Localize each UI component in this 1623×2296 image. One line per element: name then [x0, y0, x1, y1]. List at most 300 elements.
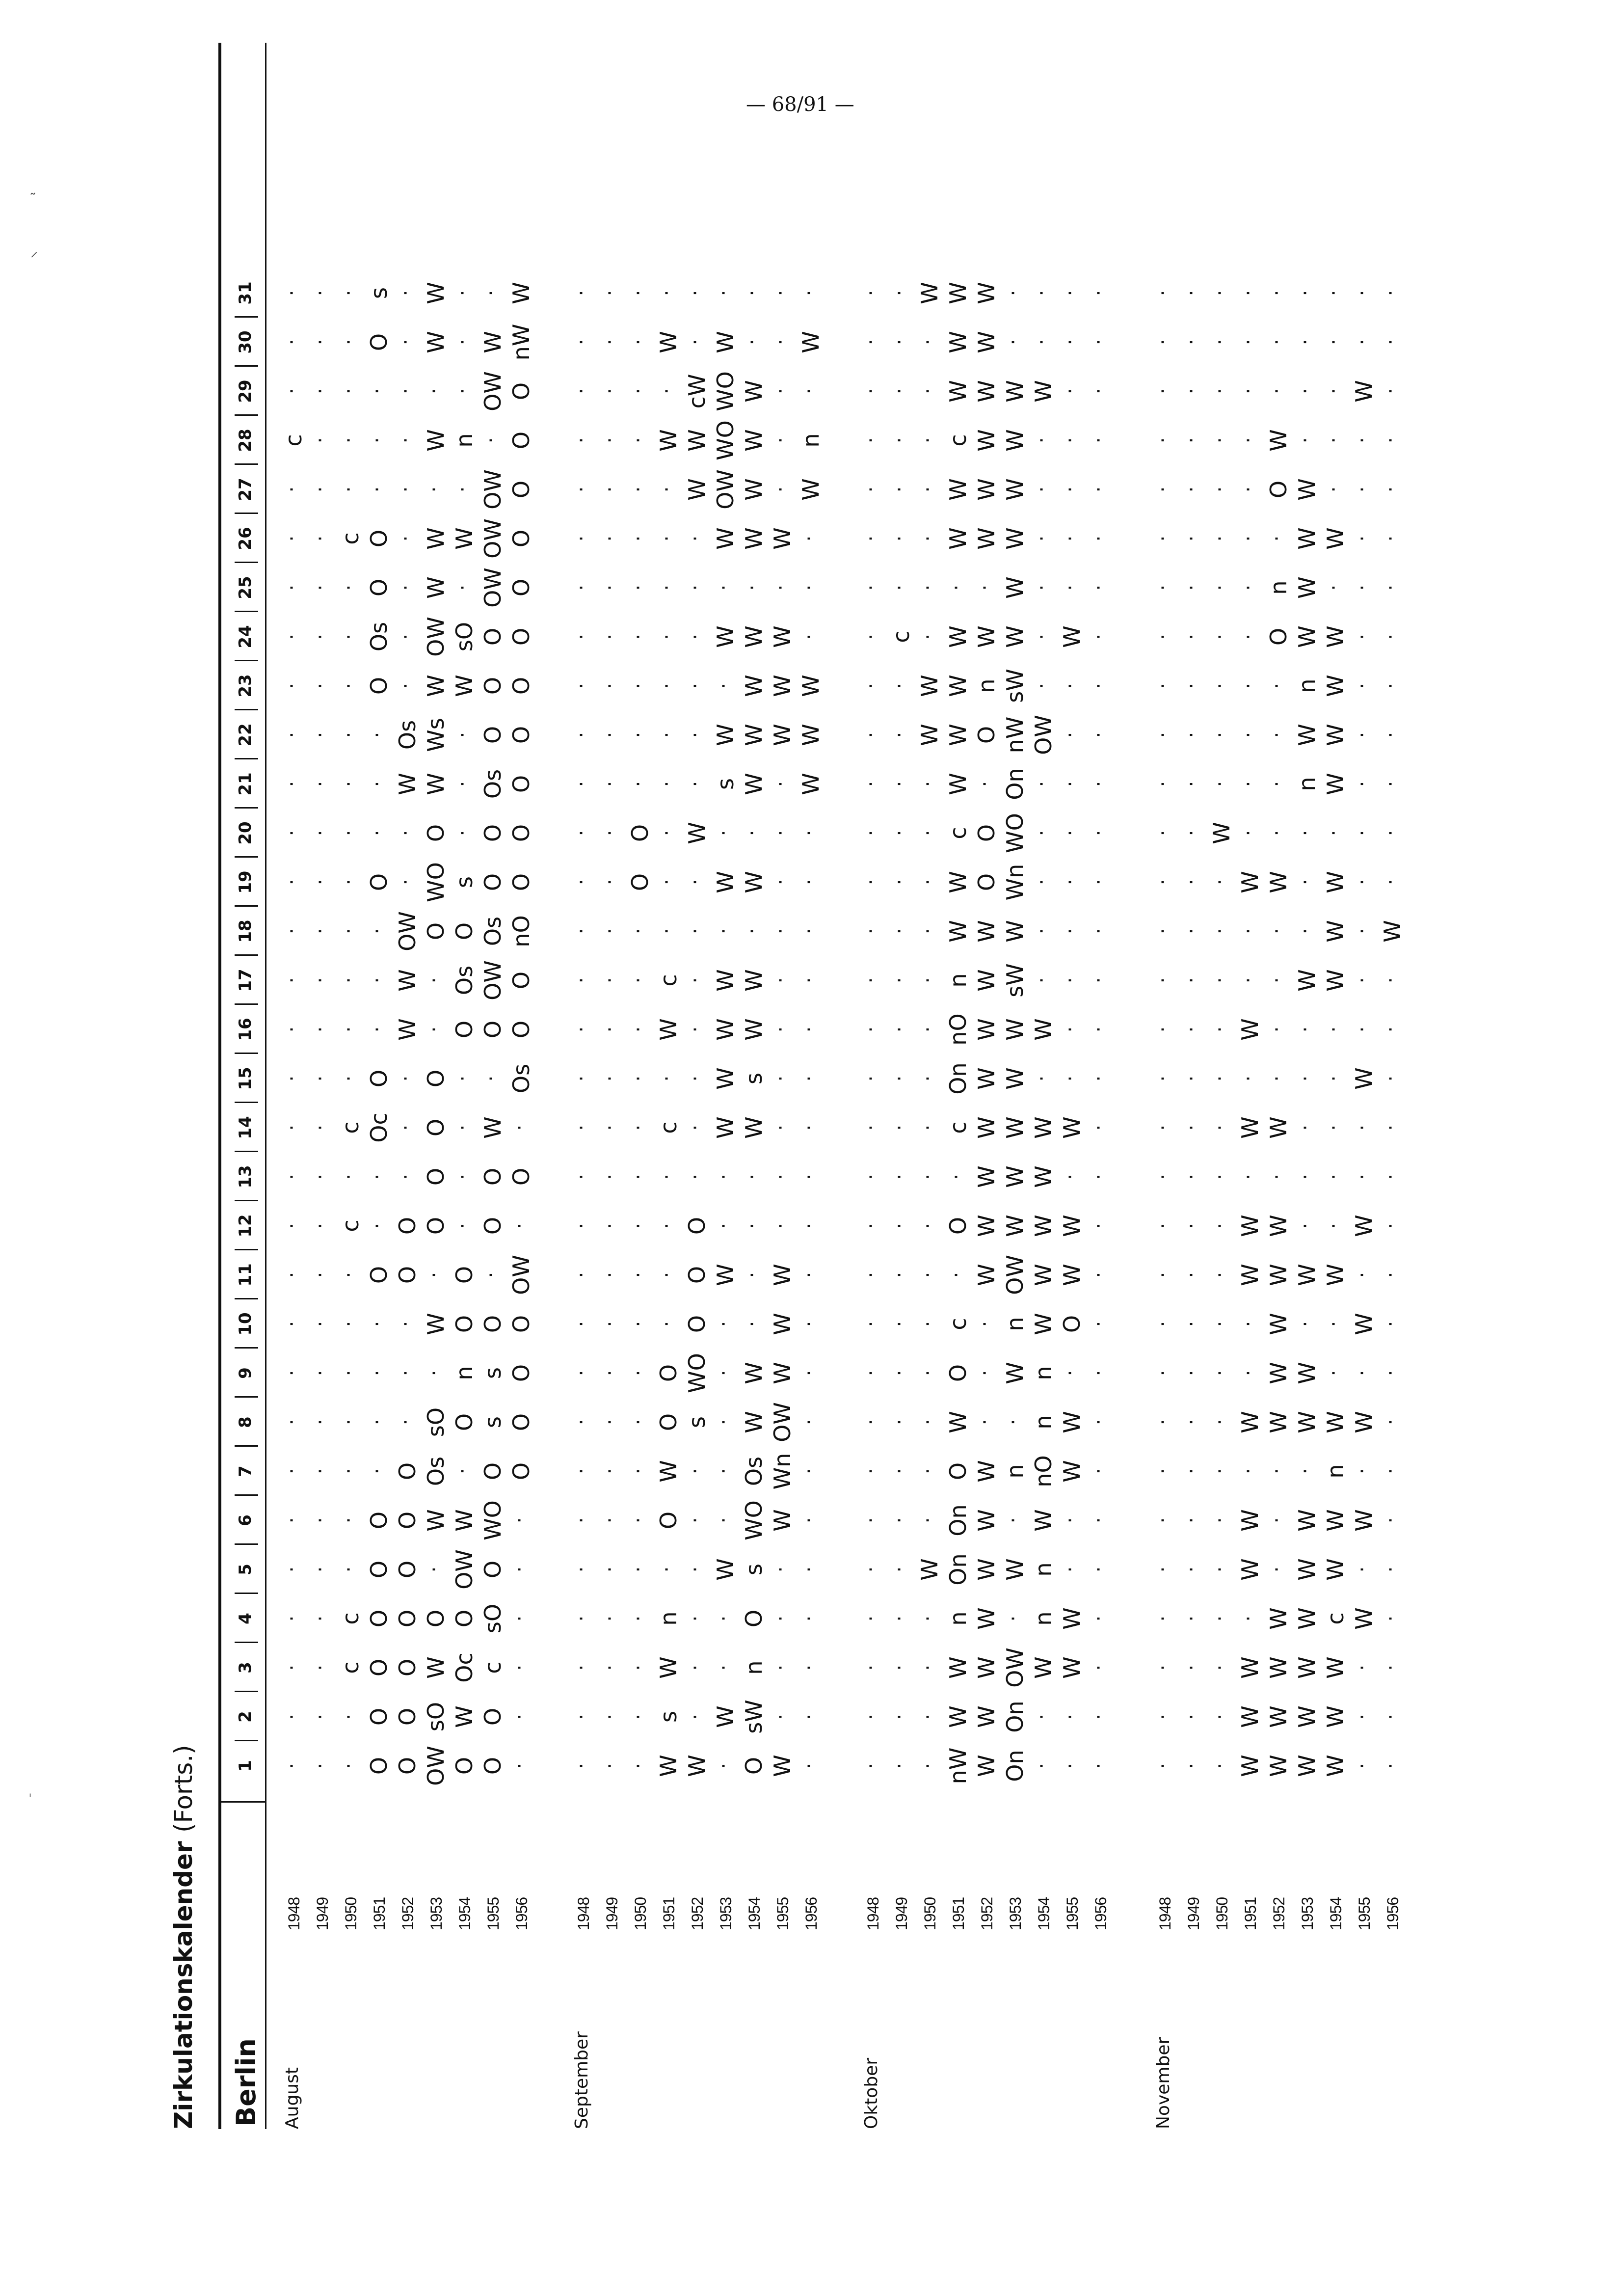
calendar-cell: ·	[599, 1468, 621, 1475]
calendar-cell: ·	[309, 682, 332, 689]
calendar-cell: ·	[366, 1321, 389, 1327]
calendar-cell: W	[712, 1705, 739, 1728]
calendar-cell: ·	[1351, 535, 1374, 542]
calendar-cell: Os	[741, 1456, 767, 1486]
calendar-cell: ·	[860, 1222, 882, 1229]
calendar-cell: ·	[770, 1075, 792, 1082]
calendar-cell: W	[1265, 1264, 1292, 1286]
calendar-cell: ·	[917, 1075, 939, 1082]
calendar-cell: ·	[656, 1222, 678, 1229]
calendar-cell: ·	[888, 1173, 911, 1180]
calendar-cell: ·	[1180, 1468, 1203, 1475]
calendar-cell: W	[741, 773, 767, 795]
calendar-cell: ·	[1180, 437, 1203, 444]
calendar-cell: ·	[281, 682, 303, 689]
calendar-cell: n	[1030, 1562, 1057, 1577]
calendar-cell: ·	[1152, 290, 1174, 297]
calendar-cell: W	[741, 675, 767, 697]
calendar-cell: ·	[917, 1271, 939, 1278]
calendar-cell: W	[973, 1116, 1000, 1139]
calendar-cell: ·	[1059, 682, 1082, 689]
calendar-cell: ·	[1351, 1713, 1374, 1720]
calendar-cell: ·	[1088, 1713, 1110, 1720]
calendar-cell: ·	[1209, 1468, 1231, 1475]
calendar-cell: O	[508, 1020, 534, 1039]
calendar-cell: O	[423, 1216, 449, 1235]
calendar-cell: ·	[656, 584, 678, 591]
calendar-cell: ·	[1209, 781, 1231, 787]
calendar-cell: W	[423, 1313, 449, 1335]
calendar-cell: ·	[1088, 879, 1110, 886]
calendar-cell: ·	[366, 1419, 389, 1426]
calendar-cell: ·	[1237, 1468, 1260, 1475]
calendar-cell: O	[366, 1658, 392, 1677]
calendar-cell: ·	[599, 1173, 621, 1180]
calendar-cell: O	[973, 824, 1000, 842]
calendar-cell: ·	[627, 388, 650, 395]
year-label: 1950	[632, 1897, 649, 1930]
calendar-cell: ·	[1088, 290, 1110, 297]
calendar-cell: W	[1265, 1755, 1292, 1777]
calendar-cell: ·	[1152, 1419, 1174, 1426]
calendar-cell: ·	[1209, 1075, 1231, 1082]
calendar-cell: O	[451, 1315, 478, 1333]
day-divider	[235, 1053, 258, 1054]
calendar-cell: ·	[423, 486, 446, 493]
calendar-cell: ·	[1031, 290, 1053, 297]
calendar-cell: ·	[1152, 1173, 1174, 1180]
calendar-cell: ·	[1294, 830, 1317, 837]
month-label: August	[282, 2067, 302, 2129]
calendar-cell: W	[1322, 1558, 1349, 1581]
calendar-cell: ·	[627, 535, 650, 542]
calendar-cell: ·	[798, 388, 821, 395]
calendar-cell: ·	[917, 437, 939, 444]
calendar-cell: ·	[599, 879, 621, 886]
calendar-cell: ·	[713, 1664, 735, 1671]
calendar-cell: W	[741, 969, 767, 992]
calendar-cell: W	[1322, 527, 1349, 550]
stub-divider	[220, 1801, 265, 1803]
calendar-cell: W	[769, 1264, 796, 1286]
calendar-cell: ·	[1059, 1517, 1082, 1524]
calendar-cell: ·	[1351, 1271, 1374, 1278]
calendar-cell: ·	[366, 830, 389, 837]
calendar-cell: W	[945, 478, 971, 501]
calendar-cell: W	[1351, 1067, 1377, 1090]
calendar-cell: ·	[888, 781, 911, 787]
calendar-cell: ·	[1380, 535, 1402, 542]
calendar-cell: ·	[1031, 633, 1053, 640]
calendar-cell: ·	[338, 879, 360, 886]
calendar-cell: W	[1322, 675, 1349, 697]
calendar-cell: ·	[627, 1124, 650, 1131]
calendar-cell: c	[337, 532, 364, 545]
day-header: 16	[236, 1018, 255, 1041]
calendar-cell: ·	[570, 1321, 593, 1327]
month-label: Oktober	[861, 2057, 881, 2129]
calendar-cell: W	[1237, 1264, 1263, 1286]
calendar-cell: O	[945, 1216, 971, 1235]
calendar-cell: W	[1322, 1755, 1349, 1777]
calendar-cell: W	[945, 1705, 971, 1728]
calendar-cell: ·	[1180, 1713, 1203, 1720]
calendar-cell: ·	[1180, 290, 1203, 297]
calendar-cell: ·	[860, 339, 882, 346]
calendar-cell: ·	[1152, 388, 1174, 395]
calendar-cell: On	[945, 1062, 971, 1095]
calendar-cell: ·	[684, 682, 707, 689]
calendar-cell: ·	[281, 486, 303, 493]
calendar-cell: W	[1059, 1460, 1085, 1483]
calendar-cell: ·	[1209, 977, 1231, 984]
calendar-cell: ·	[281, 1370, 303, 1377]
calendar-cell: ·	[570, 486, 593, 493]
calendar-cell: ·	[1266, 388, 1288, 395]
calendar-cell: O	[508, 1167, 534, 1186]
calendar-cell: ·	[1152, 1026, 1174, 1033]
calendar-cell: ·	[1266, 1173, 1288, 1180]
calendar-cell: OW	[423, 1746, 449, 1786]
calendar-cell: cW	[684, 374, 710, 409]
calendar-cell: W	[973, 1705, 1000, 1728]
calendar-cell: ·	[1031, 1762, 1053, 1769]
calendar-cell: ·	[713, 1615, 735, 1622]
calendar-cell: W	[712, 1018, 739, 1041]
calendar-cell: ·	[1351, 1468, 1374, 1475]
calendar-cell: O	[394, 1266, 421, 1284]
calendar-cell: ·	[281, 339, 303, 346]
calendar-cell: ·	[974, 1321, 996, 1327]
calendar-cell: W	[712, 527, 739, 550]
day-divider	[235, 414, 258, 416]
calendar-cell: O	[479, 824, 506, 842]
calendar-cell: ·	[656, 928, 678, 935]
calendar-cell: ·	[395, 1173, 417, 1180]
calendar-cell: O	[508, 1315, 534, 1333]
calendar-cell: ·	[480, 1271, 503, 1278]
calendar-cell: Os	[479, 916, 506, 946]
calendar-cell: ·	[366, 928, 389, 935]
day-header: 7	[236, 1465, 255, 1477]
calendar-cell: O	[366, 1560, 392, 1579]
calendar-cell: O	[627, 824, 653, 842]
calendar-cell: ·	[1209, 584, 1231, 591]
day-divider	[235, 1298, 258, 1299]
calendar-cell: ·	[508, 1713, 531, 1720]
calendar-cell: ·	[1059, 1713, 1082, 1720]
calendar-cell: s	[741, 1073, 767, 1084]
day-header: 2	[236, 1711, 255, 1723]
calendar-cell: ·	[741, 830, 764, 837]
calendar-cell: n	[1002, 1464, 1028, 1479]
calendar-cell: ·	[1209, 1173, 1231, 1180]
year-label: 1956	[513, 1897, 531, 1930]
calendar-cell: ·	[1180, 535, 1203, 542]
calendar-cell: ·	[1209, 1419, 1231, 1426]
calendar-cell: ·	[508, 1566, 531, 1573]
calendar-cell: ·	[423, 1370, 446, 1377]
calendar-cell: W	[973, 1607, 1000, 1630]
calendar-cell: ·	[798, 1615, 821, 1622]
calendar-cell: ·	[860, 1271, 882, 1278]
calendar-cell: ·	[1209, 928, 1231, 935]
calendar-cell: ·	[1323, 486, 1345, 493]
calendar-cell: ·	[366, 437, 389, 444]
calendar-cell: ·	[888, 339, 911, 346]
calendar-cell: W	[1322, 1264, 1349, 1286]
day-header: 28	[236, 429, 255, 452]
calendar-cell: W	[1237, 1509, 1263, 1532]
calendar-cell: ·	[888, 1419, 911, 1426]
calendar-cell: ·	[1152, 1321, 1174, 1327]
calendar-cell: ·	[1088, 1468, 1110, 1475]
calendar-cell: ·	[1031, 339, 1053, 346]
calendar-cell: ·	[684, 1075, 707, 1082]
calendar-cell: ·	[1152, 1271, 1174, 1278]
calendar-cell: W	[423, 773, 449, 795]
calendar-cell: W	[916, 1558, 943, 1581]
calendar-cell: O	[655, 1413, 682, 1432]
calendar-cell: W	[1294, 527, 1320, 550]
calendar-cell: WO	[423, 862, 449, 902]
calendar-cell: ·	[770, 1173, 792, 1180]
calendar-cell: ·	[599, 1222, 621, 1229]
calendar-cell: ·	[684, 1615, 707, 1622]
calendar-cell: ·	[281, 1566, 303, 1573]
calendar-cell: ·	[888, 1026, 911, 1033]
year-label: 1953	[717, 1897, 735, 1930]
calendar-cell: W	[1294, 1656, 1320, 1679]
calendar-cell: ·	[1380, 1713, 1402, 1720]
calendar-cell: ·	[798, 1222, 821, 1229]
calendar-cell: OW	[1002, 1255, 1028, 1295]
calendar-cell: ·	[570, 339, 593, 346]
calendar-cell: ·	[1237, 977, 1260, 984]
calendar-cell: ·	[798, 584, 821, 591]
calendar-cell: W	[973, 1755, 1000, 1777]
calendar-cell: ·	[684, 584, 707, 591]
calendar-cell: ·	[770, 1222, 792, 1229]
year-label: 1952	[399, 1897, 417, 1930]
day-divider	[235, 562, 258, 563]
calendar-cell: ·	[860, 1664, 882, 1671]
calendar-cell: OW	[1030, 715, 1057, 755]
calendar-cell: ·	[1180, 1419, 1203, 1426]
calendar-cell: W	[973, 1067, 1000, 1090]
calendar-cell: ·	[770, 437, 792, 444]
calendar-cell: W	[1351, 1607, 1377, 1630]
calendar-cell: ·	[1059, 290, 1082, 297]
calendar-cell: sO	[423, 1407, 449, 1437]
calendar-cell: ·	[917, 977, 939, 984]
calendar-cell: ·	[599, 731, 621, 738]
calendar-cell: On	[1002, 768, 1028, 800]
calendar-cell: ·	[860, 682, 882, 689]
calendar-cell: ·	[770, 1566, 792, 1573]
calendar-cell: ·	[338, 1566, 360, 1573]
calendar-cell: ·	[395, 830, 417, 837]
calendar-cell: W	[1237, 1215, 1263, 1237]
calendar-cell: ·	[888, 1124, 911, 1131]
calendar-cell: ·	[888, 584, 911, 591]
calendar-cell: ·	[1380, 388, 1402, 395]
calendar-cell: ·	[1002, 339, 1025, 346]
calendar-cell: ·	[888, 1762, 911, 1769]
calendar-cell: ·	[1152, 1762, 1174, 1769]
calendar-cell: ·	[770, 339, 792, 346]
calendar-cell: W	[1265, 1313, 1292, 1335]
calendar-cell: n	[1265, 580, 1292, 595]
calendar-cell: ·	[917, 633, 939, 640]
calendar-cell: ·	[917, 1615, 939, 1622]
calendar-cell: ·	[281, 781, 303, 787]
calendar-cell: ·	[888, 1370, 911, 1377]
calendar-cell: ·	[1380, 1271, 1402, 1278]
calendar-cell: O	[741, 1609, 767, 1628]
calendar-cell: ·	[452, 731, 474, 738]
calendar-cell: ·	[1031, 781, 1053, 787]
day-divider	[235, 954, 258, 956]
calendar-cell: ·	[452, 388, 474, 395]
calendar-cell: W	[1294, 1509, 1320, 1532]
calendar-cell: ·	[917, 339, 939, 346]
calendar-cell: ·	[1152, 731, 1174, 738]
calendar-cell: ·	[1380, 1566, 1402, 1573]
calendar-cell: ·	[309, 879, 332, 886]
calendar-cell: ·	[860, 486, 882, 493]
calendar-cell: ·	[570, 1615, 593, 1622]
calendar-cell: WO	[741, 1500, 767, 1540]
calendar-cell: ·	[599, 1615, 621, 1622]
calendar-cell: WO	[712, 420, 739, 460]
calendar-cell: W	[1030, 1313, 1057, 1335]
calendar-cell: ·	[917, 1762, 939, 1769]
calendar-cell: O	[451, 1756, 478, 1775]
year-label: 1954	[745, 1897, 763, 1930]
calendar-cell: OW	[712, 469, 739, 510]
calendar-cell: c	[337, 1661, 364, 1674]
calendar-cell: ·	[395, 1419, 417, 1426]
calendar-cell: ·	[1002, 1517, 1025, 1524]
calendar-cell: ·	[917, 1026, 939, 1033]
calendar-cell: W	[741, 871, 767, 893]
calendar-cell: ·	[1351, 1124, 1374, 1131]
calendar-cell: ·	[798, 928, 821, 935]
calendar-cell: ·	[656, 1173, 678, 1180]
calendar-cell: ·	[1002, 1615, 1025, 1622]
calendar-cell: ·	[570, 535, 593, 542]
calendar-cell: O	[366, 529, 392, 548]
calendar-cell: W	[1002, 1362, 1028, 1384]
calendar-cell: ·	[1237, 388, 1260, 395]
calendar-cell: W	[712, 1067, 739, 1090]
day-header: 27	[236, 478, 255, 501]
calendar-cell: ·	[1294, 1124, 1317, 1131]
calendar-cell: O	[479, 726, 506, 744]
calendar-cell: sO	[423, 1702, 449, 1732]
calendar-cell: ·	[366, 1370, 389, 1377]
year-label: 1954	[1327, 1897, 1345, 1930]
calendar-cell: O	[508, 1364, 534, 1382]
calendar-cell: ·	[684, 1124, 707, 1131]
calendar-cell: ·	[366, 1222, 389, 1229]
calendar-cell: W	[423, 527, 449, 550]
calendar-cell: Os	[394, 720, 421, 750]
calendar-cell: O	[394, 1756, 421, 1775]
calendar-cell: O	[508, 1462, 534, 1481]
calendar-cell: W	[798, 331, 824, 353]
calendar-cell: ·	[1380, 290, 1402, 297]
calendar-cell: ·	[684, 1517, 707, 1524]
calendar-cell: ·	[570, 731, 593, 738]
calendar-cell: O	[741, 1756, 767, 1775]
calendar-cell: ·	[1152, 879, 1174, 886]
calendar-cell: On	[1002, 1701, 1028, 1733]
calendar-cell: ·	[741, 1173, 764, 1180]
calendar-cell: O	[479, 1020, 506, 1039]
year-label: 1948	[285, 1897, 303, 1930]
day-divider	[235, 513, 258, 514]
calendar-cell: ·	[1088, 781, 1110, 787]
day-divider	[235, 1003, 258, 1005]
calendar-cell: ·	[281, 977, 303, 984]
calendar-cell: W	[1002, 1067, 1028, 1090]
calendar-cell: ·	[917, 388, 939, 395]
calendar-cell: ·	[917, 535, 939, 542]
calendar-cell: ·	[599, 486, 621, 493]
calendar-cell: ·	[599, 1370, 621, 1377]
calendar-cell: ·	[570, 682, 593, 689]
calendar-cell: W	[945, 331, 971, 353]
day-header: 8	[236, 1416, 255, 1428]
calendar-cell: ·	[1088, 1026, 1110, 1033]
calendar-cell: ·	[627, 486, 650, 493]
calendar-cell: ·	[798, 1468, 821, 1475]
calendar-cell: ·	[1031, 879, 1053, 886]
calendar-cell: n	[1030, 1415, 1057, 1430]
calendar-cell: W	[769, 675, 796, 697]
calendar-cell: ·	[1180, 879, 1203, 886]
calendar-cell: ·	[338, 928, 360, 935]
calendar-cell: On	[1002, 1750, 1028, 1782]
calendar-cell: ·	[395, 584, 417, 591]
calendar-cell: W	[1265, 1705, 1292, 1728]
calendar-cell: O	[508, 971, 534, 990]
calendar-cell: ·	[1180, 1026, 1203, 1033]
calendar-cell: W	[655, 1018, 682, 1041]
calendar-cell: ·	[1351, 781, 1374, 787]
calendar-cell: ·	[1380, 781, 1402, 787]
calendar-cell: ·	[1323, 1075, 1345, 1082]
calendar-cell: ·	[1180, 682, 1203, 689]
calendar-cell: ·	[798, 1762, 821, 1769]
calendar-cell: sO	[479, 1603, 506, 1634]
calendar-cell: ·	[1059, 879, 1082, 886]
calendar-cell: ·	[770, 1713, 792, 1720]
calendar-cell: ·	[1209, 339, 1231, 346]
calendar-cell: O	[627, 873, 653, 891]
calendar-cell: ·	[570, 1664, 593, 1671]
calendar-cell: ·	[770, 781, 792, 787]
calendar-cell: ·	[1180, 388, 1203, 395]
calendar-cell: ·	[798, 1075, 821, 1082]
calendar-cell: ·	[423, 1271, 446, 1278]
calendar-cell: ·	[570, 1173, 593, 1180]
calendar-cell: ·	[888, 1713, 911, 1720]
calendar-cell: W	[1030, 1215, 1057, 1237]
header-bottom-rule	[265, 43, 266, 2129]
